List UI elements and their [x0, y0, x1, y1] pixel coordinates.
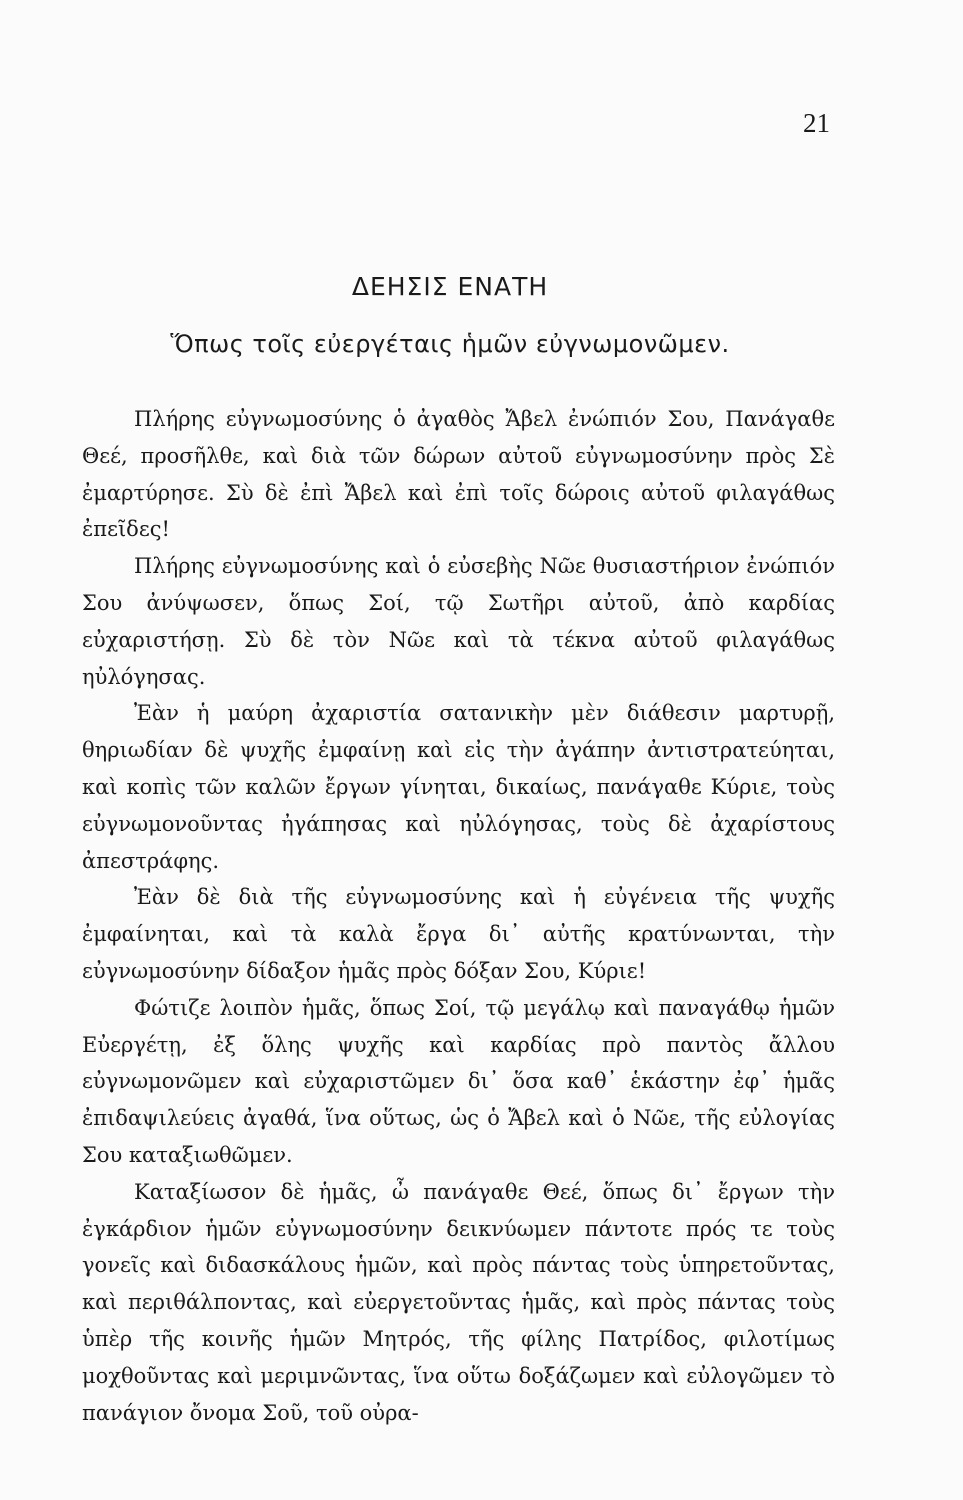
prayer-body — [82, 401, 835, 1431]
prayer-subtitle: Ὅπως τοῖς εὐεργέταις ἡμῶν εὐγνωμονῶμεν. — [170, 330, 730, 358]
paragraph-4: Ἐὰν δὲ διὰ τῆς εὐγνωμοσύνης καὶ ἡ εὐγένεια τῆς ψυχῆς ἐμφαίνηται, καὶ τὰ καλὰ ἔργα δι᾽ αὐτῆς κρατύνωνται, τὴν εὐγνωμοσύνην δίδαξον ἡμᾶς πρὸς δόξαν Σου, Κύριε! — [82, 885, 835, 983]
page-number: 21 — [803, 108, 830, 138]
prayer-heading: ΔΕΗΣΙΣ ΕΝΑΤΗ — [351, 272, 549, 301]
paragraph-1: Πλήρης εὐγνωμοσύνης ὁ ἀγαθὸς Ἄβελ ἐνώπιόν Σου, Πανάγαθε Θεέ, προσῆλθε, καὶ διὰ τῶν δώρων αὐτοῦ εὐγνωμοσύνην πρὸς Σὲ ἐμαρτύρησε. Σὺ δὲ ἐπὶ Ἄβελ καὶ ἐπὶ τοῖς δώροις αὐτοῦ φιλαγάθως ἐπεῖδες! — [82, 407, 835, 542]
paragraph-5: Φώτιζε λοιπὸν ἡμᾶς, ὅπως Σοί, τῷ μεγάλῳ καὶ παναγάθῳ ἡμῶν Εὐεργέτῃ, ἐξ ὅλης ψυχῆς καὶ καρδίας πρὸ παντὸς ἄλλου εὐγνωμονῶμεν καὶ εὐχαριστῶμεν δι᾽ ὅσα καθ᾽ ἑκάστην ἐφ᾽ ἡμᾶς ἐπιδαψιλεύεις ἀγαθά, ἵνα οὕτως, ὡς ὁ Ἄβελ καὶ ὁ Νῶε, τῆς εὐλογίας Σου καταξιωθῶμεν. — [82, 995, 835, 1167]
paragraph-6: Καταξίωσον δὲ ἡμᾶς, ὦ πανάγαθε Θεέ, ὅπως δι᾽ ἔργων τὴν ἐγκάρδιον ἡμῶν εὐγνωμοσύνην δεικνύωμεν πάντοτε πρός τε τοὺς γονεῖς καὶ διδασκάλους ἡμῶν, καὶ πρὸς πάντας τοὺς ὑπηρετοῦντας, καὶ περιθάλποντας, καὶ εὐεργετοῦντας ἡμᾶς, καὶ πρὸς πάντας τοὺς ὑπὲρ τῆς κοινῆς ἡμῶν Μητρός, τῆς φίλης Πατρίδος, φιλοτίμως μοχθοῦντας καὶ μεριμνῶντας, ἵνα οὕτω δοξάζωμεν καὶ εὐλογῶμεν τὸ πανάγιον ὄνομα Σοῦ, τοῦ οὐρα- — [82, 1179, 835, 1425]
paragraph-3: Ἐὰν ἡ μαύρη ἀχαριστία σατανικὴν μὲν διάθεσιν μαρτυρῇ, θηριωδίαν δὲ ψυχῆς ἐμφαίνῃ καὶ εἰς τὴν ἀγάπην ἀντιστρατεύηται, καὶ κοπὶς τῶν καλῶν ἔργων γίνηται, δικαίως, πανάγαθε Κύριε, τοὺς εὐγνωμονοῦντας ἠγάπησας καὶ ηὐλόγησας, τοὺς δὲ ἀχαρίστους ἀπεστράφης. — [82, 701, 835, 873]
paragraph-2: Πλήρης εὐγνωμοσύνης καὶ ὁ εὐσεβὴς Νῶε θυσιαστήριον ἐνώπιόν Σου ἀνύψωσεν, ὅπως Σοί, τῷ Σωτῆρι αὐτοῦ, ἀπὸ καρδίας εὐχαριστήσῃ. Σὺ δὲ τὸν Νῶε καὶ τὰ τέκνα αὐτοῦ φιλαγάθως ηὐλόγησας. — [82, 554, 835, 689]
